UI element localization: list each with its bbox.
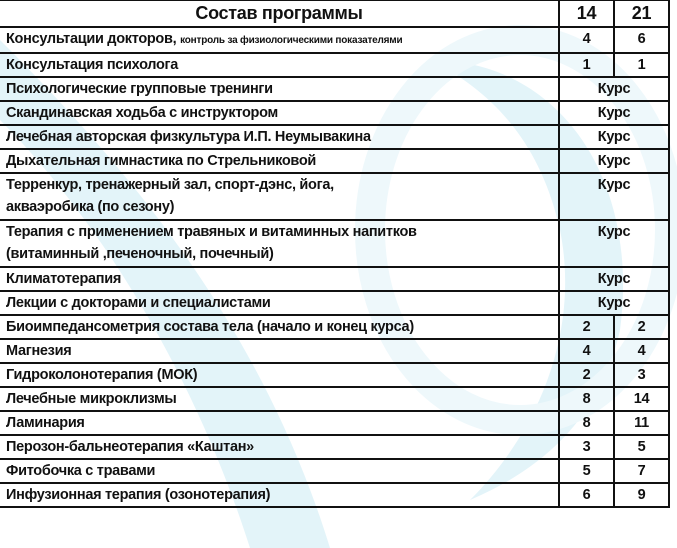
procedure-name — [0, 77, 559, 101]
procedure-name — [0, 435, 559, 459]
table-row — [0, 149, 669, 173]
procedure-name-text: Терренкур, тренажерный зал, спорт-дэнс, йога, — [6, 177, 334, 193]
course-cell: Курс — [559, 291, 669, 315]
count-14-days: 8 — [559, 387, 614, 411]
table-row — [0, 101, 669, 125]
procedure-name-text: Климатотерапия — [6, 271, 122, 287]
procedure-note: контроль за физиологическими показателями — [180, 35, 403, 46]
table-row — [0, 53, 669, 77]
procedure-name-text: Консультации докторов, — [6, 31, 177, 47]
course-cell: Курс — [559, 125, 669, 149]
procedure-name-text: Скандинавская ходьба с инструктором — [6, 105, 278, 121]
count-14-days: 4 — [559, 339, 614, 363]
count-21-days: 5 — [614, 435, 669, 459]
header-col-21: 21 — [614, 0, 669, 27]
course-cell: Курс — [559, 173, 669, 220]
count-14-days: 5 — [559, 459, 614, 483]
table-row — [0, 220, 669, 267]
procedure-name-text: Инфузионная терапия (озонотерапия) — [6, 487, 271, 503]
count-14-days: 1 — [559, 53, 614, 77]
procedure-name-line2: акваэробика (по сезону) — [6, 199, 175, 215]
count-21-days: 1 — [614, 53, 669, 77]
count-21-days: 2 — [614, 315, 669, 339]
table-row — [0, 77, 669, 101]
header-title: Состав программы — [0, 0, 559, 27]
procedure-name — [0, 411, 559, 435]
table-row — [0, 339, 669, 363]
course-cell: Курс — [559, 149, 669, 173]
count-21-days: 4 — [614, 339, 669, 363]
count-14-days: 2 — [559, 315, 614, 339]
procedure-name — [0, 101, 559, 125]
course-cell: Курс — [559, 77, 669, 101]
count-21-days: 11 — [614, 411, 669, 435]
procedure-name-text: Лечебные микроклизмы — [6, 391, 177, 407]
course-cell: Курс — [559, 220, 669, 267]
table-row — [0, 459, 669, 483]
procedure-name — [0, 53, 559, 77]
procedure-name — [0, 267, 559, 291]
procedure-name-text: Гидроколонотерапия (МОК) — [6, 367, 198, 383]
count-21-days: 7 — [614, 459, 669, 483]
procedure-name-text: Ламинария — [6, 415, 85, 431]
count-14-days: 3 — [559, 435, 614, 459]
procedure-name — [0, 459, 559, 483]
procedure-name-text: Лекции с докторами и специалистами — [6, 295, 271, 311]
procedure-name-text: Дыхательная гимнастика по Стрельниковой — [6, 153, 317, 169]
procedure-name — [0, 27, 559, 53]
table-row — [0, 125, 669, 149]
procedure-name — [0, 149, 559, 173]
procedure-name — [0, 315, 559, 339]
procedure-name-text: Фитобочка с травами — [6, 463, 156, 479]
table-row — [0, 411, 669, 435]
procedure-name — [0, 387, 559, 411]
count-14-days: 2 — [559, 363, 614, 387]
procedure-name-text: Консультация психолога — [6, 57, 179, 73]
header-col-14: 14 — [559, 0, 614, 27]
procedure-name-text: Биоимпедансометрия состава тела (начало и конец курса) — [6, 319, 414, 335]
count-21-days: 6 — [614, 27, 669, 53]
table-row — [0, 315, 669, 339]
table-row — [0, 363, 669, 387]
procedure-name-text: Психологические групповые тренинги — [6, 81, 273, 97]
table-row — [0, 27, 669, 53]
procedure-name — [0, 173, 559, 220]
table-row — [0, 173, 669, 220]
procedure-name — [0, 363, 559, 387]
procedure-name-text: Лечебная авторская физкультура И.П. Неумывакина — [6, 129, 371, 145]
procedure-name — [0, 339, 559, 363]
procedure-name-text: Терапия с применением травяных и витаминных напитков — [6, 224, 417, 240]
count-21-days: 9 — [614, 483, 669, 507]
table-row — [0, 387, 669, 411]
procedure-name — [0, 125, 559, 149]
count-21-days: 14 — [614, 387, 669, 411]
procedure-name-text: Магнезия — [6, 343, 72, 359]
table-row — [0, 483, 669, 507]
count-14-days: 8 — [559, 411, 614, 435]
procedure-name — [0, 291, 559, 315]
table-header-row — [0, 0, 669, 27]
course-cell: Курс — [559, 267, 669, 291]
count-14-days: 4 — [559, 27, 614, 53]
course-cell: Курс — [559, 101, 669, 125]
procedure-name — [0, 220, 559, 267]
procedure-name-text: Перозон-бальнеотерапия «Каштан» — [6, 439, 254, 455]
table-row — [0, 267, 669, 291]
count-14-days: 6 — [559, 483, 614, 507]
procedure-name-line2: (витаминный ,печеночный, почечный) — [6, 246, 274, 262]
table-row — [0, 435, 669, 459]
procedure-name — [0, 483, 559, 507]
count-21-days: 3 — [614, 363, 669, 387]
table-row — [0, 291, 669, 315]
